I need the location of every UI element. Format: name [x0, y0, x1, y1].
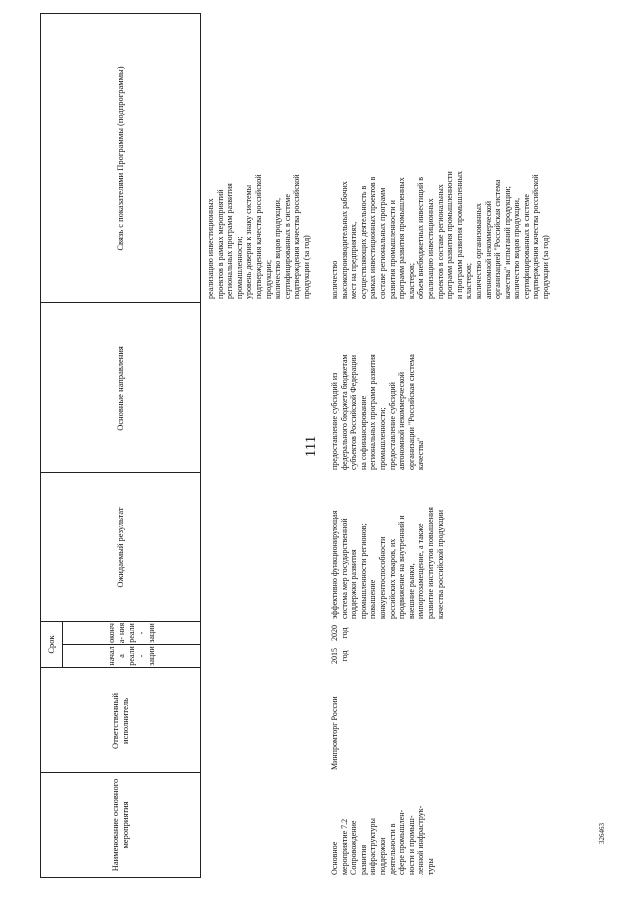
header-indicators: Связь с показателями Программы (подпрограммы) [114, 66, 125, 251]
row-end: 2020 год [330, 625, 349, 641]
header-directions: Основные направления [114, 346, 125, 431]
document-code: 326463 [598, 823, 606, 844]
row-indicators: количество высокопроизводительных рабочих мест на предприятиях, осуществляющих деятельность в рамках инвестиционных проектов в составе региональных программ развития промышленности и программ развития промышленных кластеров; объем внебюджетных инвестиций в реализацию инвестиционных проектов в составе региональных программ развития промышленности и программ развития промышленных кластеров; количество организованных автономной некоммерческой организацией "Российская система качества" испытаний продукции; количество видов продукции, сертифицированных в системе подтверждения качества российской продукции (за год) [330, 171, 551, 299]
row-directions: предоставление субсидий из федерального бюджета бюджетам субъектов Российской Федерации на софинансирование региональных программ развития промышленности; предоставление субсидий автономной некоммерческой организации "Российская система качества" [330, 354, 426, 470]
header-result: Ожидаемый результат [114, 507, 125, 588]
header-name: Наименование основного мероприятия [109, 778, 130, 872]
row-result: эффективно функционирующая система мер государственной поддержки развития промышленности регионов; повышение конкурентоспособности российских товаров, их продвижение на внутренний и внешние рынки, импортозамещение, а также развитие институтов повышения качества российской продукции [330, 507, 445, 619]
column-divider [40, 667, 200, 668]
column-divider [40, 472, 200, 473]
measures-table [40, 13, 630, 878]
header-period: Срок [45, 635, 56, 654]
table-border-left [40, 877, 200, 878]
column-divider [40, 772, 200, 773]
continuation-indicators: реализацию инвестиционных проектов в рамках мероприятий региональных программ развития промышленности; уровень доверия к знаку системы подтверждения качества российской продукции; количество видов продукции, сертифицированных в системе подтверждения качества российской продукции (за год) [206, 174, 311, 299]
row-executor: Минпромторг России [330, 696, 339, 770]
header-end: оконча- ния реали- зации [106, 622, 156, 644]
table-border-right [40, 13, 200, 14]
row-name: Основное мероприятие 7.2 Сопровождение развития инфраструктуры поддержки деятельности в сфере промышлен- ности и промыш- ленной инфраструк- туры [330, 805, 435, 875]
header-start: начала реали- зации [106, 646, 156, 666]
column-divider [40, 302, 200, 303]
row-start: 2015 год [330, 648, 349, 664]
header-bottom-line [200, 13, 201, 878]
header-executor: Ответственный исполнитель [109, 693, 130, 749]
page-number: 111 [303, 435, 320, 458]
